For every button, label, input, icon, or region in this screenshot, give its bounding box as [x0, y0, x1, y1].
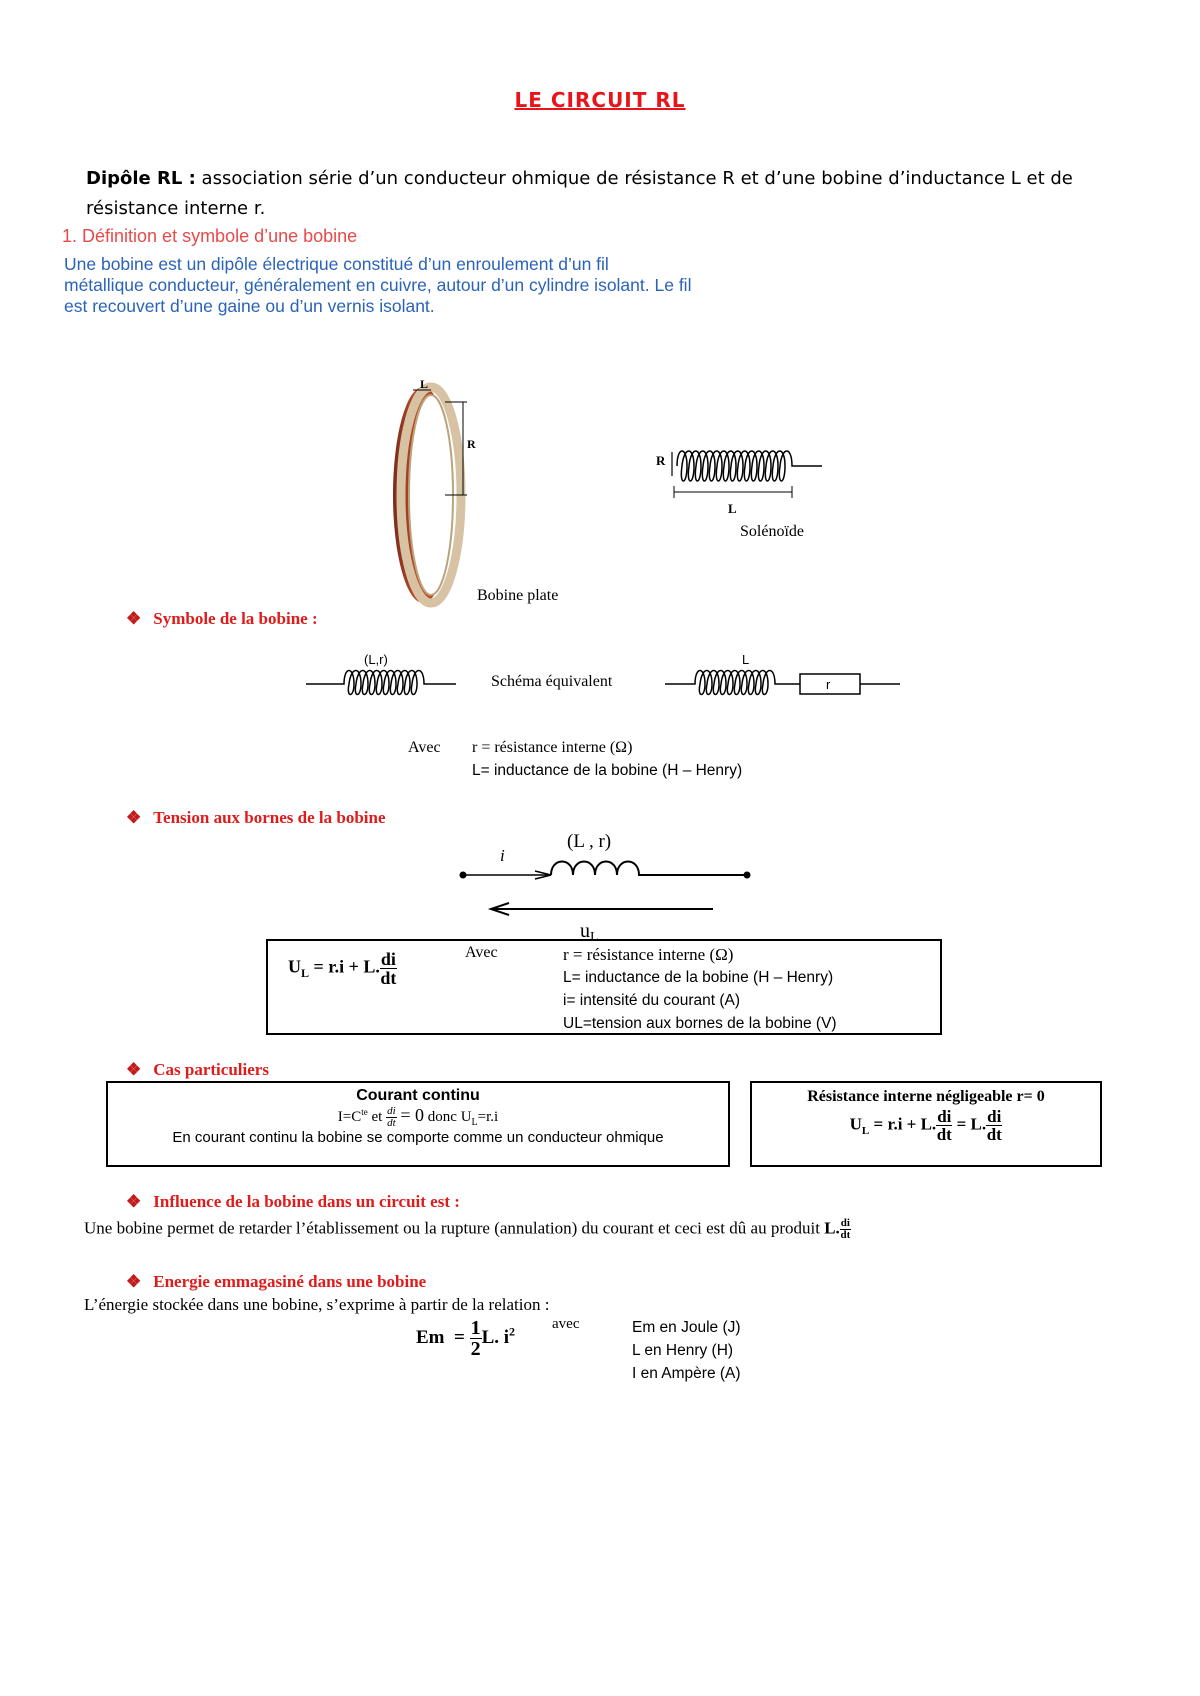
energie-formula: Em = $\frac{1}{2}$ L. $i^2$	[416, 1317, 516, 1360]
tension-definitions	[563, 943, 837, 1035]
tension-heading-text: Tension aux bornes de la bobine	[153, 808, 386, 827]
symbol-def-r: r = résistance interne (Ω)	[472, 739, 633, 756]
flat-coil-figure	[385, 380, 495, 610]
definition-item: UL=tension aux bornes de la bobine (V)	[563, 1015, 837, 1032]
energie-heading-text: Energie emmagasiné dans une bobine	[153, 1272, 427, 1291]
solenoid-caption: Solénoïde	[740, 523, 804, 540]
solenoid-figure	[642, 440, 832, 520]
diamond-bullet-icon: ❖	[126, 808, 142, 827]
unit-item: L en Henry (H)	[632, 1342, 734, 1359]
energie-units	[632, 1316, 741, 1385]
formula-lhs: U	[288, 956, 301, 977]
coil-symbol-left	[306, 671, 456, 695]
energie-avec: avec	[552, 1316, 580, 1332]
coil-right-label: L	[742, 652, 750, 667]
tension-formula	[288, 950, 397, 987]
intro-text: association série d’un conducteur ohmique de résistance R et d’une bobine d’inductance L et de	[201, 168, 1073, 189]
solenoid-L-label: L	[728, 501, 737, 516]
page-title: LE CIRCUIT RL	[514, 88, 686, 112]
definition-line: est recouvert d’une gaine ou d’un vernis isolant.	[64, 296, 435, 316]
formula-lhs-sub: L	[301, 966, 310, 981]
tension-heading	[126, 808, 386, 828]
intro-text-2: résistance interne r.	[86, 198, 266, 219]
unit-item: I en Ampère (A)	[632, 1365, 741, 1382]
coil-L-label: L	[420, 380, 429, 391]
courant-continu-box	[106, 1081, 730, 1167]
diamond-bullet-icon: ❖	[126, 1060, 142, 1079]
symbol-def-L: L= inductance de la bobine (H – Henry)	[472, 762, 743, 779]
symbol-heading-text: Symbole de la bobine :	[153, 609, 318, 628]
energie-text: L’énergie stockée dans une bobine, s’exprime à partir de la relation :	[84, 1295, 550, 1314]
terminal-dot	[460, 872, 467, 879]
diamond-bullet-icon: ❖	[126, 609, 142, 628]
continu-title: Courant continu	[356, 1087, 480, 1104]
resistor-label: r	[826, 677, 831, 692]
tension-circuit-diagram	[455, 825, 775, 945]
diamond-bullet-icon: ❖	[126, 1272, 142, 1291]
influence-heading	[126, 1192, 460, 1212]
cas-heading	[126, 1060, 269, 1080]
section1-heading: 1. Définition et symbole d’une bobine	[62, 226, 358, 246]
coil-left-label: (L,r)	[364, 652, 388, 667]
formula-fraction: $\frac{di}{dt}$	[380, 949, 397, 988]
influence-text	[84, 1218, 1174, 1241]
definition-item: i= intensité du courant (A)	[563, 992, 741, 1009]
intro-label: Dipôle RL :	[86, 168, 196, 189]
coil-symbol-right	[665, 671, 800, 695]
section1-definition	[64, 254, 824, 317]
diamond-bullet-icon: ❖	[126, 1192, 142, 1211]
formula-mid: = r.i + L.	[313, 956, 380, 977]
unit-item: Em en Joule (J)	[632, 1319, 741, 1336]
cas-heading-text: Cas particuliers	[153, 1060, 269, 1079]
resist-formula: $U_L = r.i + L$. $\frac{di}{dt}$ = L. $\frac{di}{dt}$	[849, 1107, 1002, 1144]
influence-fraction: $\frac{di}{dt}$	[840, 1217, 851, 1241]
inductor-symbol	[551, 862, 747, 876]
definition-line: Une bobine est un dipôle électrique constitué d’un enroulement d’un fil	[64, 254, 609, 274]
solenoid-coil	[677, 451, 822, 481]
flat-coil-caption: Bobine plate	[477, 587, 559, 604]
symbol-heading	[126, 609, 318, 629]
terminal-dot	[744, 872, 751, 879]
voltage-label: $u_L$	[580, 920, 599, 945]
intro-paragraph	[86, 164, 1126, 224]
continu-note: En courant continu la bobine se comporte comme un conducteur ohmique	[172, 1129, 664, 1147]
definition-line: métallique conducteur, généralement en cuivre, autour d’un cylindre isolant. Le fil	[64, 275, 692, 295]
influence-formula: L.	[824, 1218, 840, 1238]
influence-sentence: Une bobine permet de retarder l’établissement ou la rupture (annulation) du courant et ceci est dû au produit	[84, 1218, 820, 1238]
definition-item: L= inductance de la bobine (H – Henry)	[563, 969, 834, 986]
influence-heading-text: Influence de la bobine dans un circuit est :	[153, 1192, 460, 1211]
symbol-avec: Avec	[408, 739, 441, 756]
tension-avec: Avec	[465, 944, 498, 961]
continu-formula: $I=C^{te}$ et $\frac{di}{dt}$ = 0 donc $U_L=r.i$	[337, 1105, 499, 1130]
current-label: i	[500, 846, 505, 865]
coil-label: (L , r)	[567, 831, 612, 852]
coil-R-label: R	[467, 437, 476, 451]
solenoid-R-label: R	[656, 453, 666, 468]
definition-item: r = résistance interne (Ω)	[563, 945, 734, 964]
resist-title: Résistance interne négligeable r= 0	[807, 1088, 1045, 1105]
resistance-negligeable-box	[750, 1081, 1102, 1167]
equivalent-label: Schéma équivalent	[491, 673, 613, 690]
energie-heading	[126, 1272, 426, 1292]
